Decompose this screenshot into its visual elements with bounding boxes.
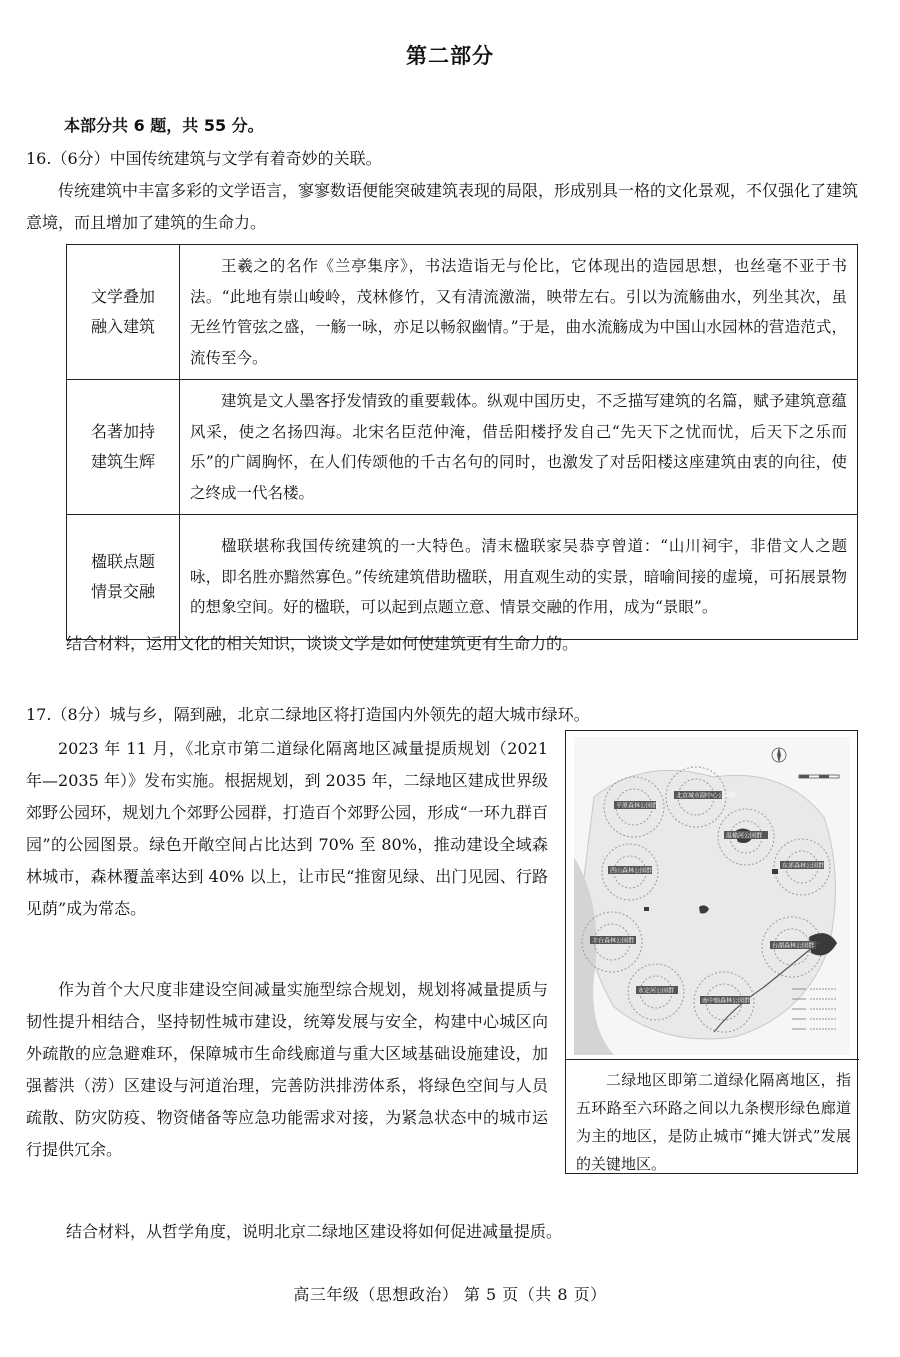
question-16-header: 16.（6分）中国传统建筑与文学有着奇妙的关联。 <box>26 149 382 168</box>
map-label: 平原森林公园群 <box>616 802 659 810</box>
table-row <box>67 245 858 380</box>
category-cell: 楹联点题 情景交融 <box>67 515 180 640</box>
question-16-lead: 传统建筑中丰富多彩的文学语言，寥寥数语便能突破建筑表现的局限，形成别具一格的文化景观，不仅强化了建筑意境，而且增加了建筑的生命力。 <box>26 181 859 232</box>
question-17-prompt: 结合材料，从哲学角度，说明北京二绿地区建设将如何促进减量提质。 <box>66 1222 563 1241</box>
question-17-paragraph-1: 2023 年 11 月，《北京市第二道绿化隔离地区减量提质规划（2021 年—2035 年）》发布实施。根据规划，到 2035 年，二绿地区建成世界级郊野公园环，规划九个郊野公园群，打造百个郊野公园，形成“一环九群百园”的公园图景。绿色开敞空间占比达到 70% 至 80%，推动建设全域森林城市，森林覆盖率达到 40% 以上，让市民“推窗见绿、出门见园、行路见荫”成为常态。 <box>26 739 548 918</box>
question-17-paragraph-2: 作为首个大尺度非建设空间减量实施型综合规划，规划将减量提质与韧性提升相结合，坚持韧性城市建设，统筹发展与安全，构建中心城区向外疏散的应急避难环，保障城市生命线廊道与重大区域基础设施建设，加强蓄洪（涝）区建设与河道治理，完善防洪排涝体系，将绿色空间与人员疏散、防灾防疫、物资储备等应急功能需求对接，为紧急状态中的城市运行提供冗余。 <box>26 980 548 1159</box>
question-16-table <box>66 244 858 640</box>
content-cell: 建筑是文人墨客抒发情致的重要载体。纵观中国历史，不乏描写建筑的名篇，赋予建筑意蕴风采，使之名扬四海。北宋名臣范仲淹，借岳阳楼抒发自己“先天下之忧而忧，后天下之乐而乐”的广阔胸怀，在人们传颂他的千古名句的同时，也激发了对岳阳楼这座建筑由衷的向往，使之终成一代名楼。 <box>180 380 858 515</box>
map-label: 永定河公园群 <box>638 987 675 995</box>
map-label: 东郊森林公园群 <box>782 862 825 870</box>
map-label: 北京城市副中心公园群 <box>676 792 737 800</box>
map-figure <box>565 730 858 1174</box>
question-17-header: 17.（8分）城与乡，隔到融，北京二绿地区将打造国内外领先的超大城市绿环。 <box>26 705 590 724</box>
map-label: 丰台森林公园群 <box>592 937 635 945</box>
section-intro: 本部分共 6 题，共 55 分。 <box>64 116 264 135</box>
map-label: 温榆河公园群 <box>726 832 763 840</box>
map-label: 台湖森林公园群 <box>772 942 815 950</box>
content-cell: 楹联堪称我国传统建筑的一大特色。清末楹联家吴恭亨曾道：“山川祠宇，非借文人之题咏，即名胜亦黯然寡色。”传统建筑借助楹联，用直观生动的实景，暗喻间接的虚境，可拓展景物的想象空间。好的楹联，可以起到点题立意、情景交融的作用，成为“景眼”。 <box>180 515 858 640</box>
page-footer: 高三年级（思想政治） 第 5 页（共 8 页） <box>293 1285 607 1304</box>
question-16-prompt: 结合材料，运用文化的相关知识，谈谈文学是如何使建筑更有生命力的。 <box>66 634 579 653</box>
table-row <box>67 380 858 515</box>
category-cell: 文学叠加 融入建筑 <box>67 245 180 380</box>
category-cell: 名著加持 建筑生辉 <box>67 380 180 515</box>
table-row <box>67 515 858 640</box>
section-title: 第二部分 <box>406 44 494 68</box>
content-cell: 王羲之的名作《兰亭集序》，书法造诣无与伦比，它体现出的造园思想，也丝毫不亚于书法。“此地有崇山峻岭，茂林修竹，又有清流激湍，映带左右。引以为流觞曲水，列坐其次，虽无丝竹管弦之盛，一觞一咏，亦足以畅叙幽情。”于是，曲水流觞成为中国山水园林的营造范式，流传至今。 <box>180 245 858 380</box>
map-caption: 二绿地区即第二道绿化隔离地区，指五环路至六环路之间以九条楔形绿色廊道为主的地区，是防止城市“摊大饼式”发展的关键地区。 <box>566 1059 859 1178</box>
map-label: 南中轴森林公园群 <box>702 997 751 1005</box>
map-label: 西山森林公园群 <box>610 867 653 875</box>
beijing-green-belt-map <box>574 737 850 1055</box>
